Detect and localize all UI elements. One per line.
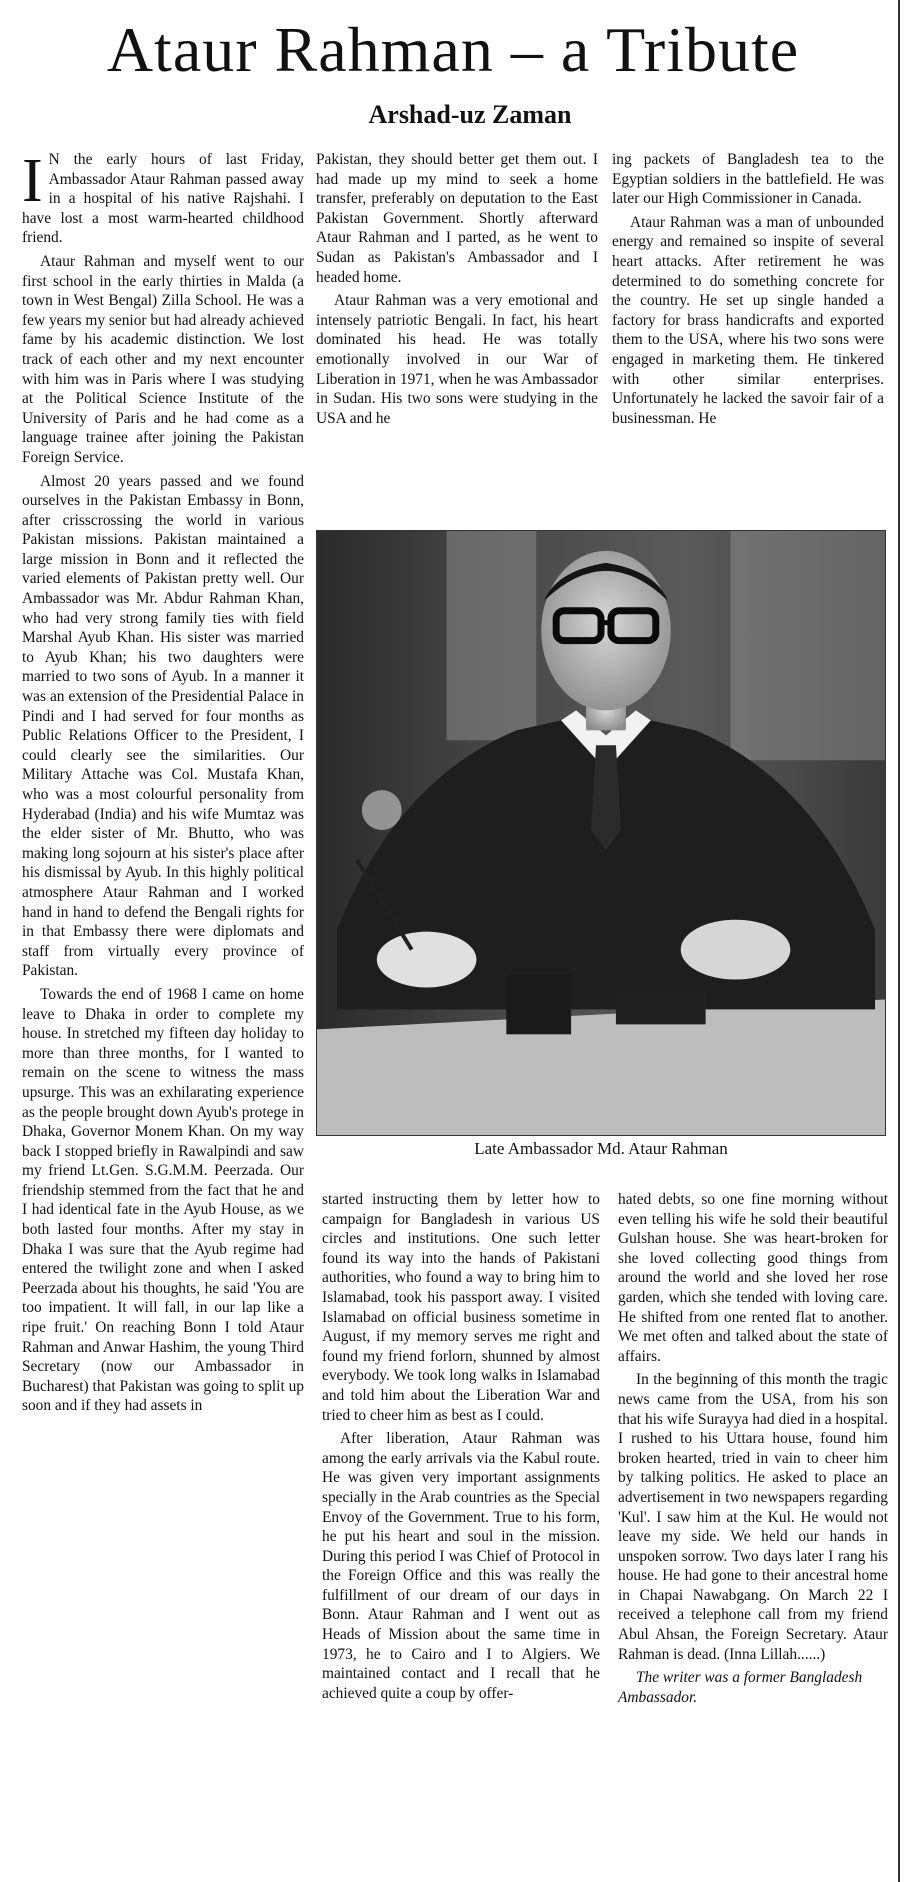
headline: Ataur Rahman – a Tribute bbox=[106, 14, 800, 85]
column-2-bottom bbox=[322, 1190, 600, 1703]
paragraph: Towards the end of 1968 I came on home leave to Dhaka in order to complete my house. In stretched my fifteen day holiday to more than three months, for I wanted to remain on the scene to witness the mass upsurge. This was an exhilarating experience as the people brought down Ayub's protege in Dhaka, Governor Monem Khan. On my way back I stopped briefly in Rawalpindi and saw my friend Lt.Gen. S.G.M.M. Peerzada. Our friendship stemmed from the fact that he and I had identical fate in the Ayub House, as we both lasted four months. After my stay in Dhaka I was sure that the Ayub regime had entered the twilight zone and when I asked Peerzada about his thoughts, he said 'You are too impatient. It will fall, in our lap like a ripe fruit.' On reaching Bonn I told Ataur Rahman and Anwar Hashim, the young Third Secretary (now our Ambassador in Bucharest) that Pakistan was going to split up soon and if they had assets in bbox=[22, 985, 304, 1415]
lead-paragraph bbox=[22, 147, 304, 248]
paragraph: Pakistan, they should better get them out. I had made up my mind to seek a home transfer, preferably on deputation to the East Pakistan Government. Shortly afterward Ataur Rahman and I parted, as he went to Sudan as Pakistan's Ambassador and I headed home. bbox=[316, 151, 598, 286]
paragraph: Ataur Rahman and myself went to our first school in the early thirties in Malda (a town in West Bengal) Zilla School. He was a few years my senior but had already achieved fame by his academic distinction. We lost track of each other and my next encounter with him was in Paris where I was studying at the Political Science Institute of the University of Paris and he had come as a language trainee after joining the Pakistan Foreign Service. bbox=[22, 252, 304, 466]
paragraph: After liberation, Ataur Rahman was among the early arrivals via the Kabul route. He was given very important assignments specially in the Arab countries as the Special Envoy of the Government. True to his form, he put his heart and soul in the mission. During this period I was Chief of Protocol in the Foreign Office and this was really the fulfillment of our dream of our days in Bonn. Ataur Rahman and I went out as Heads of Mission about the same time in 1973, he to Cairo and I to Algiers. We maintained contact and I recall that he achieved quite a coup by offer- bbox=[322, 1430, 600, 1702]
column-rule bbox=[898, 0, 900, 1882]
photo-caption: Late Ambassador Md. Ataur Rahman bbox=[474, 1139, 728, 1158]
paragraph: ing packets of Bangladesh tea to the Egyptian soldiers in the battlefield. He was later our High Commissioner in Canada. bbox=[612, 151, 884, 208]
paragraph: started instructing them by letter how to campaign for Bangladesh in various US circles and institutions. One such letter found its way into the hands of Pakistani authorities, who found a way to bring him to Islamabad, took his passport away. I visited Islamabad on official business sometime in August, if my memory serves me right and found my friend forlorn, shunned by almost everybody. We took long walks in Islamabad and told him about the Liberation War and tried to cheer him as best as I could. bbox=[322, 1191, 600, 1424]
column-3-top bbox=[612, 150, 884, 428]
drop-cap: I bbox=[22, 147, 43, 215]
column-1 bbox=[22, 147, 304, 1416]
portrait-photo bbox=[316, 530, 886, 1136]
portrait-illustration bbox=[317, 531, 885, 1135]
lead-text: N the early hours of last Friday, Ambassador Ataur Rahman passed away in a hospital of his native Rajshahi. I have lost a most warm-hearted childhood friend. bbox=[22, 151, 304, 247]
paragraph: Almost 20 years passed and we found ourselves in the Pakistan Embassy in Bonn, after crisscrossing the world in various Pakistan missions. Pakistan maintained a large mission in Bonn and it reflected the varied elements of Pakistan pretty well. Our Ambassador was Mr. Abdur Rahman Khan, who had very strong family ties with field Marshal Ayub Khan. His sister was married to Ayub Khan; his two daughters were married to two sons of Ayub. In a manner it was an extension of the Presidential Palace in Pindi and I had served for four months as Public Relations Officer to the President, I could clearly see the similarities. Our Military Attache was Col. Mustafa Khan, who was a most colourful personality from Hyderabad (India) and his wife Mumtaz was the elder sister of Mr. Bhutto, who was making long sojourn at his sister's place after his dismissal by Ayub. In this highly political atmosphere Ataur Rahman and I worked hand in hand to defend the Bengali rights for in that Embassy there were diplomats and staff from virtually every province of Pakistan. bbox=[22, 472, 304, 980]
paragraph: hated debts, so one fine morning without even telling his wife he sold their beautiful Gulshan house. She was heart-broken for she loved collecting good things from around the world and she loved her rose garden, which she tended with loving care. He shifted from one rented flat to another. We met often and talked about the state of affairs. bbox=[618, 1191, 888, 1365]
column-3-bottom bbox=[618, 1190, 888, 1707]
paragraph: Ataur Rahman was a man of unbounded energy and remained so inspite of several heart attacks. After retirement he was determined to do something concrete for the country. He set up single handed a factory for brass handicrafts and exported them to the USA, where his two sons were engaged in marketing them. He tinkered with other similar enterprises. Unfortunately he lacked the savoir fair of a businessman. He bbox=[612, 213, 884, 427]
paragraph: In the beginning of this month the tragic news came from the USA, from his son that his wife Surayya had died in a hospital. I rushed to his Uttara house, found him broken hearted, tried in vain to cheer him by talking politics. He asked to place an advertisement in two newspapers regarding 'Kul'. I saw him at the Kul. He would not leave my side. We held our hands in unspoken sorrow. Two days later I rang his house. He had gone to their ancestral home in Chapai Nawabgang. On March 22 I received a telephone call from my friend Abul Ahsan, the Foreign Secretary. Ataur Rahman is dead. (Inna Lillah......) bbox=[618, 1371, 888, 1663]
author-note: The writer was a former Bangladesh Ambassador. bbox=[618, 1669, 863, 1706]
column-2-top bbox=[316, 150, 598, 428]
byline: Arshad-uz Zaman bbox=[368, 100, 572, 129]
paragraph: Ataur Rahman was a very emotional and intensely patriotic Bengali. In fact, his heart dominated his head. He was totally emotionally involved in our War of Liberation in 1971, when he was Ambassador in Sudan. His two sons were studying in the USA and he bbox=[316, 292, 598, 427]
